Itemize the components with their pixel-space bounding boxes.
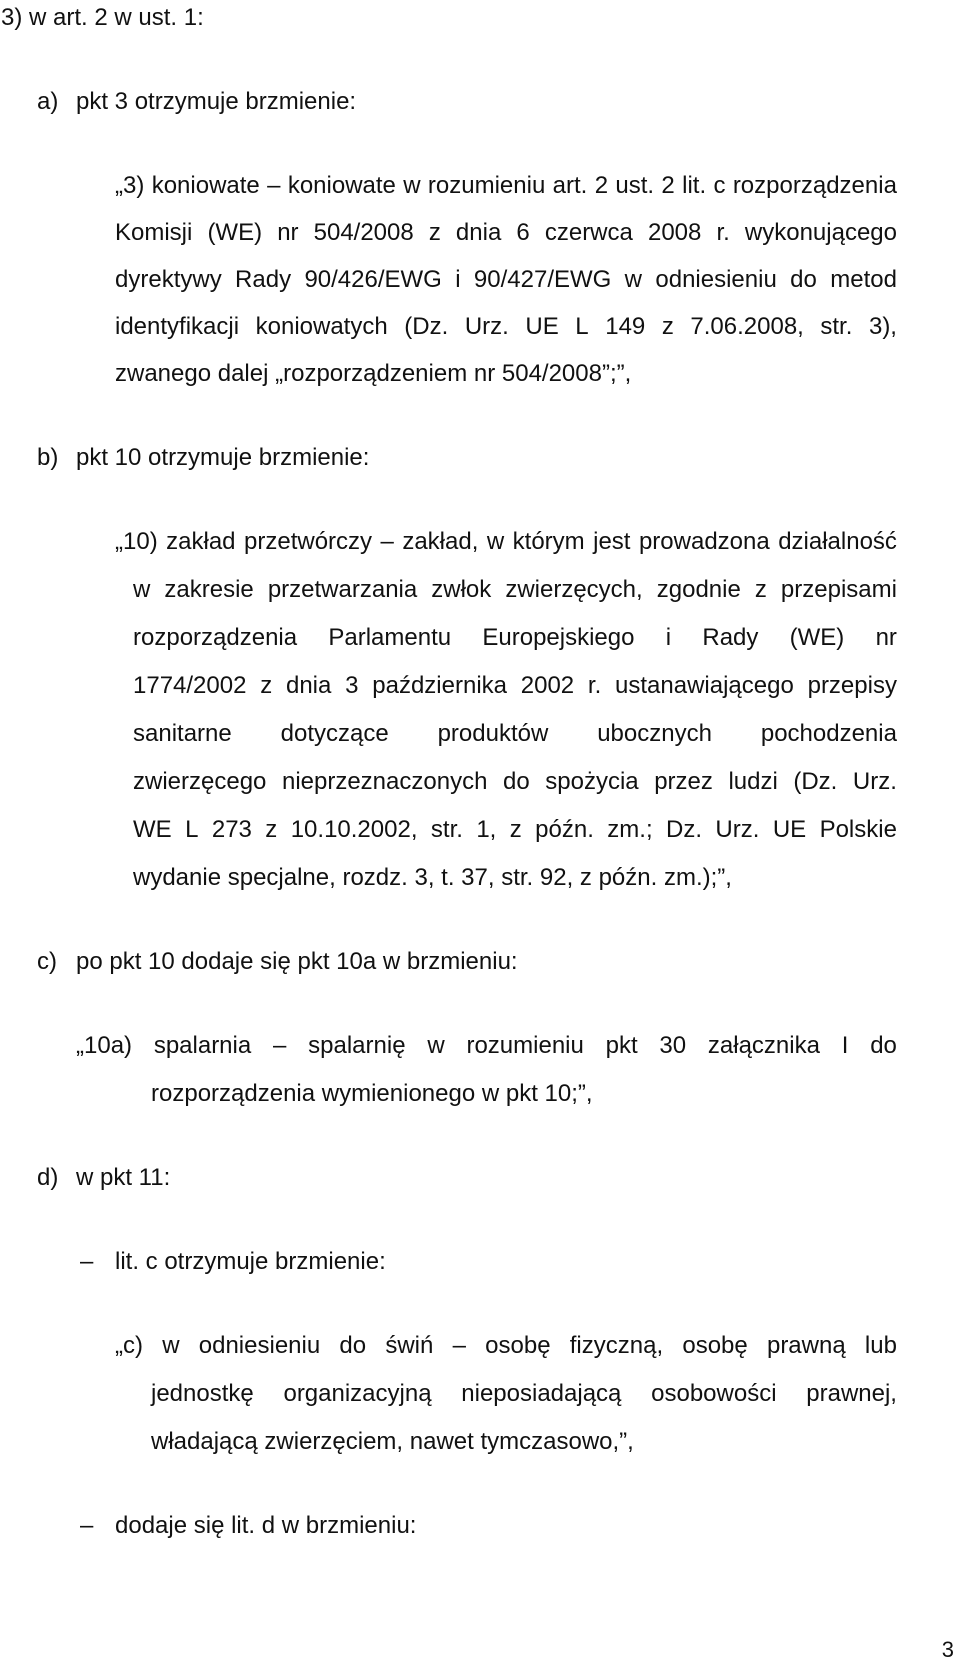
word: lub [864, 1332, 897, 1359]
word: spalarnia [153, 1032, 252, 1059]
word: w [133, 576, 151, 603]
word: z [754, 576, 767, 603]
word: prawną [766, 1332, 846, 1359]
word: Komisji [115, 219, 193, 246]
word: w [624, 266, 643, 293]
word: produktów [437, 720, 549, 747]
word: art. [552, 172, 588, 199]
word: zm.; [607, 816, 653, 843]
item-a-quote-line [115, 172, 897, 200]
word: (WE) [207, 219, 263, 246]
word: do [790, 266, 817, 293]
word: przetwarzania [267, 576, 418, 603]
word: z [661, 313, 674, 340]
word: wykonującego [744, 219, 897, 246]
word: 6 [516, 219, 530, 246]
item-a-intro: pkt 3 otrzymuje brzmienie: [76, 88, 357, 115]
word: przez [654, 768, 713, 795]
word: metod [830, 266, 897, 293]
word: w [427, 1032, 445, 1059]
word: ubocznych [597, 720, 712, 747]
word: identyfikacji [115, 313, 240, 340]
item-d-sub2: dodaje się lit. d w brzmieniu: [115, 1512, 417, 1539]
word: ust. [615, 172, 655, 199]
word: działalność [778, 528, 897, 555]
item-b-quote-line [133, 624, 897, 652]
word: r. [587, 672, 602, 699]
item-a-quote-line [115, 219, 897, 247]
word: nr [277, 219, 299, 246]
word: koniowate [151, 172, 260, 199]
word: rozporządzenia [133, 624, 298, 651]
word: Urz. [715, 816, 760, 843]
word: jest [593, 528, 631, 555]
item-c-marker: c) [37, 948, 57, 975]
word: UE [525, 313, 559, 340]
word: Polskie [819, 816, 897, 843]
word: pochodzenia [760, 720, 897, 747]
word: r. [716, 219, 730, 246]
item-c-intro: po pkt 10 dodaje się pkt 10a w brzmieniu: [76, 948, 518, 975]
item-b-quote-line [115, 528, 897, 556]
word: – [380, 528, 394, 555]
word: lit. [682, 172, 707, 199]
word: załącznika [707, 1032, 820, 1059]
word: osobę [485, 1332, 551, 1359]
word: z [260, 672, 273, 699]
word: 273 [211, 816, 252, 843]
word: odniesieniu [655, 266, 777, 293]
word: dnia [455, 219, 502, 246]
word: jednostkę [151, 1380, 254, 1407]
item-c-quote-line: rozporządzenia wymienionego w pkt 10;”, [151, 1080, 593, 1107]
word: „3) [115, 172, 145, 199]
word: prawnej, [806, 1380, 897, 1407]
article-heading: 3) w art. 2 w ust. 1: [1, 4, 204, 31]
word: Parlamentu [328, 624, 452, 651]
word: rozporządzenia [732, 172, 897, 199]
sub-item-dash: – [80, 1248, 94, 1275]
word: dyrektywy [115, 266, 222, 293]
page-number: 3 [941, 1637, 954, 1662]
word: przepisy [807, 672, 897, 699]
word: przetwórczy [244, 528, 373, 555]
item-b-quote-line [133, 720, 897, 748]
word: (WE) [789, 624, 845, 651]
item-b-intro: pkt 10 otrzymuje brzmienie: [76, 444, 370, 471]
item-a-quote-line: zwanego dalej „rozporządzeniem nr 504/2008”;”, [115, 360, 632, 387]
word: nieprzeznaczonych [281, 768, 488, 795]
word: – [273, 1032, 287, 1059]
word: nieposiadającą [461, 1380, 622, 1407]
word: późn. [535, 816, 594, 843]
word: w [403, 172, 421, 199]
item-d-intro: w pkt 11: [76, 1164, 171, 1191]
item-b-quote-line [133, 672, 897, 700]
word: str. [820, 313, 853, 340]
word: i [455, 266, 461, 293]
word: Urz. [464, 313, 509, 340]
item-d-sub1: lit. c otrzymuje brzmienie: [115, 1248, 386, 1275]
word: – [452, 1332, 466, 1359]
item-c-quote-line [76, 1032, 897, 1060]
word: 7.06.2008, [690, 313, 804, 340]
word: Urz. [852, 768, 897, 795]
word: do [339, 1332, 367, 1359]
word: WE [133, 816, 172, 843]
word: „10) [115, 528, 158, 555]
word: osobę [682, 1332, 748, 1359]
word: „10a) [76, 1032, 133, 1059]
word: odniesieniu [198, 1332, 321, 1359]
word: ustanawiającego [615, 672, 794, 699]
item-b-quote-line [133, 768, 897, 796]
item-b-quote-line: wydanie specjalne, rozdz. 3, t. 37, str. 92, z późn. zm.);”, [133, 864, 732, 891]
word: zakład [166, 528, 236, 555]
word: z [428, 219, 441, 246]
word: 2002 [520, 672, 575, 699]
word: czerwca [544, 219, 633, 246]
word: str. [430, 816, 463, 843]
word: w [486, 528, 505, 555]
word: 3), [868, 313, 897, 340]
item-d-quote-line [115, 1332, 897, 1360]
word: pkt [605, 1032, 638, 1059]
word: rozumieniu [427, 172, 546, 199]
word: osobowości [651, 1380, 777, 1407]
word: UE [772, 816, 807, 843]
sub-item-dash: – [80, 1512, 94, 1539]
word: 90/426/EWG [304, 266, 442, 293]
item-b-marker: b) [37, 444, 59, 471]
word: – [267, 172, 281, 199]
word: nr [875, 624, 897, 651]
word: dotyczące [280, 720, 389, 747]
word: rozumieniu [466, 1032, 584, 1059]
word: 1774/2002 [133, 672, 247, 699]
item-d-quote-line: władającą zwierzęciem, nawet tymczasowo,”, [151, 1428, 634, 1455]
word: 10.10.2002, [290, 816, 418, 843]
word: do [870, 1032, 897, 1059]
word: organizacyjną [283, 1380, 432, 1407]
item-a-quote-line [115, 313, 897, 341]
word: i [665, 624, 672, 651]
word: zgodnie [656, 576, 741, 603]
word: Rady [702, 624, 759, 651]
word: zwierzęcego [133, 768, 267, 795]
word: „c) [115, 1332, 143, 1359]
word: (Dz. [404, 313, 449, 340]
word: z [265, 816, 278, 843]
word: 2 [661, 172, 675, 199]
item-b-quote-line [133, 816, 897, 844]
word: którym [512, 528, 585, 555]
word: fizyczną, [569, 1332, 664, 1359]
word: przepisami [780, 576, 897, 603]
word: do [502, 768, 530, 795]
word: zakład, [402, 528, 479, 555]
word: spalarnię [308, 1032, 406, 1059]
word: (Dz. [793, 768, 838, 795]
item-b-quote-line [133, 576, 897, 604]
word: świń [385, 1332, 434, 1359]
item-d-quote-line [151, 1380, 897, 1408]
word: 90/427/EWG [473, 266, 612, 293]
word: prowadzona [638, 528, 770, 555]
word: 504/2008 [313, 219, 414, 246]
word: L [185, 816, 199, 843]
word: z [509, 816, 522, 843]
word: zwierzęcych, [505, 576, 643, 603]
word: I [841, 1032, 849, 1059]
word: 149 [605, 313, 646, 340]
word: sanitarne [133, 720, 232, 747]
word: w [162, 1332, 180, 1359]
word: 3 [345, 672, 359, 699]
word: 1, [476, 816, 497, 843]
word: października [372, 672, 507, 699]
word: dnia [285, 672, 332, 699]
word: koniowatych [255, 313, 388, 340]
item-a-marker: a) [37, 88, 59, 115]
word: ludzi [728, 768, 778, 795]
word: 30 [659, 1032, 687, 1059]
word: zwłok [431, 576, 492, 603]
word: zakresie [164, 576, 254, 603]
item-a-quote-line [115, 266, 897, 294]
word: L [575, 313, 589, 340]
word: spożycia [545, 768, 639, 795]
word: 2 [594, 172, 609, 199]
item-d-marker: d) [37, 1164, 59, 1191]
word: Europejskiego [482, 624, 635, 651]
word: c [713, 172, 726, 199]
word: Rady [235, 266, 292, 293]
word: Dz. [666, 816, 703, 843]
word: 2008 [647, 219, 702, 246]
word: koniowate [287, 172, 396, 199]
